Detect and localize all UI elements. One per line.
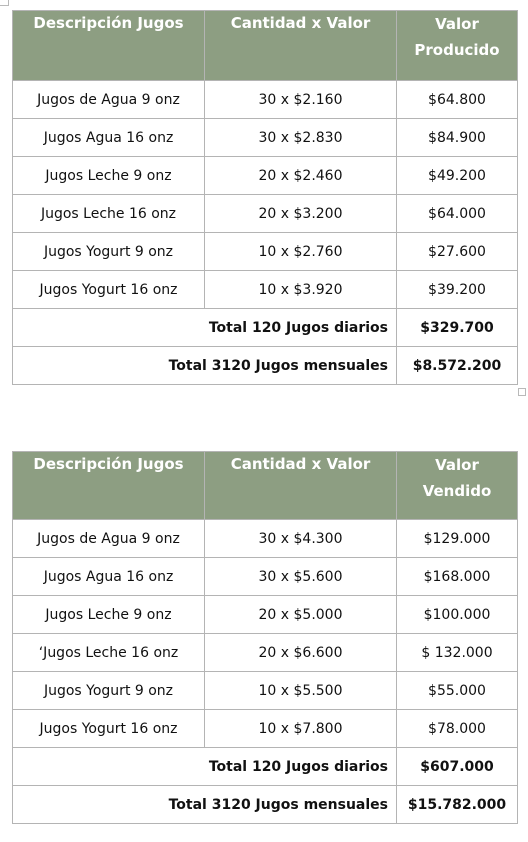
row-value: $39.200 bbox=[397, 271, 518, 309]
table-row bbox=[13, 119, 518, 157]
table-header-row bbox=[13, 452, 518, 520]
row-quantity-value: 10 x $7.800 bbox=[205, 710, 397, 748]
total-monthly-label: Total 3120 Jugos mensuales bbox=[13, 347, 397, 385]
row-quantity-value: 20 x $5.000 bbox=[205, 596, 397, 634]
row-quantity-value: 10 x $5.500 bbox=[205, 672, 397, 710]
row-description: Jugos Yogurt 9 onz bbox=[13, 233, 205, 271]
row-quantity-value: 20 x $3.200 bbox=[205, 195, 397, 233]
table-row bbox=[13, 634, 518, 672]
table-header-row bbox=[13, 11, 518, 81]
total-daily-row bbox=[13, 748, 518, 786]
row-value: $168.000 bbox=[397, 558, 518, 596]
row-quantity-value: 30 x $5.600 bbox=[205, 558, 397, 596]
table-row bbox=[13, 520, 518, 558]
row-value: $129.000 bbox=[397, 520, 518, 558]
table-row bbox=[13, 195, 518, 233]
row-quantity-value: 10 x $2.760 bbox=[205, 233, 397, 271]
table-move-handle[interactable] bbox=[0, 0, 9, 6]
total-monthly-value: $8.572.200 bbox=[397, 347, 518, 385]
row-value: $27.600 bbox=[397, 233, 518, 271]
table-row bbox=[13, 710, 518, 748]
total-monthly-row bbox=[13, 347, 518, 385]
row-description: ‘Jugos Leche 16 onz bbox=[13, 634, 205, 672]
row-description: Jugos Leche 9 onz bbox=[13, 157, 205, 195]
row-quantity-value: 20 x $2.460 bbox=[205, 157, 397, 195]
row-description: Jugos Yogurt 16 onz bbox=[13, 710, 205, 748]
header-value-line2: Vendido bbox=[422, 482, 492, 500]
total-daily-label: Total 120 Jugos diarios bbox=[13, 748, 397, 786]
row-quantity-value: 30 x $2.830 bbox=[205, 119, 397, 157]
total-daily-value: $329.700 bbox=[397, 309, 518, 347]
row-description: Jugos Yogurt 16 onz bbox=[13, 271, 205, 309]
header-value-line1: Valor bbox=[435, 15, 479, 33]
row-value: $55.000 bbox=[397, 672, 518, 710]
table-row bbox=[13, 558, 518, 596]
row-value: $78.000 bbox=[397, 710, 518, 748]
header-value-produced bbox=[397, 11, 518, 81]
row-value: $84.900 bbox=[397, 119, 518, 157]
row-description: Jugos Agua 16 onz bbox=[13, 119, 205, 157]
table-row bbox=[13, 596, 518, 634]
table-row bbox=[13, 81, 518, 119]
row-value: $100.000 bbox=[397, 596, 518, 634]
header-description: Descripción Jugos bbox=[13, 11, 205, 81]
header-description: Descripción Jugos bbox=[13, 452, 205, 520]
row-description: Jugos Yogurt 9 onz bbox=[13, 672, 205, 710]
row-value: $ 132.000 bbox=[397, 634, 518, 672]
row-quantity-value: 30 x $2.160 bbox=[205, 81, 397, 119]
row-description: Jugos Leche 9 onz bbox=[13, 596, 205, 634]
produced-value-table bbox=[12, 10, 518, 385]
table-row bbox=[13, 157, 518, 195]
header-value-sold bbox=[397, 452, 518, 520]
total-monthly-row bbox=[13, 786, 518, 824]
table-resize-handle[interactable] bbox=[518, 388, 526, 396]
row-description: Jugos de Agua 9 onz bbox=[13, 81, 205, 119]
row-value: $64.000 bbox=[397, 195, 518, 233]
header-value-line1: Valor bbox=[435, 456, 479, 474]
sold-value-table bbox=[12, 451, 518, 824]
header-quantity-value: Cantidad x Valor bbox=[205, 452, 397, 520]
total-daily-label: Total 120 Jugos diarios bbox=[13, 309, 397, 347]
header-value-line2: Producido bbox=[414, 41, 500, 59]
row-description: Jugos Agua 16 onz bbox=[13, 558, 205, 596]
total-monthly-value: $15.782.000 bbox=[397, 786, 518, 824]
row-value: $49.200 bbox=[397, 157, 518, 195]
row-quantity-value: 10 x $3.920 bbox=[205, 271, 397, 309]
total-monthly-label: Total 3120 Jugos mensuales bbox=[13, 786, 397, 824]
row-description: Jugos Leche 16 onz bbox=[13, 195, 205, 233]
total-daily-row bbox=[13, 309, 518, 347]
row-quantity-value: 20 x $6.600 bbox=[205, 634, 397, 672]
row-value: $64.800 bbox=[397, 81, 518, 119]
table-row bbox=[13, 672, 518, 710]
total-daily-value: $607.000 bbox=[397, 748, 518, 786]
row-description: Jugos de Agua 9 onz bbox=[13, 520, 205, 558]
table-row bbox=[13, 271, 518, 309]
table-row bbox=[13, 233, 518, 271]
row-quantity-value: 30 x $4.300 bbox=[205, 520, 397, 558]
header-quantity-value: Cantidad x Valor bbox=[205, 11, 397, 81]
